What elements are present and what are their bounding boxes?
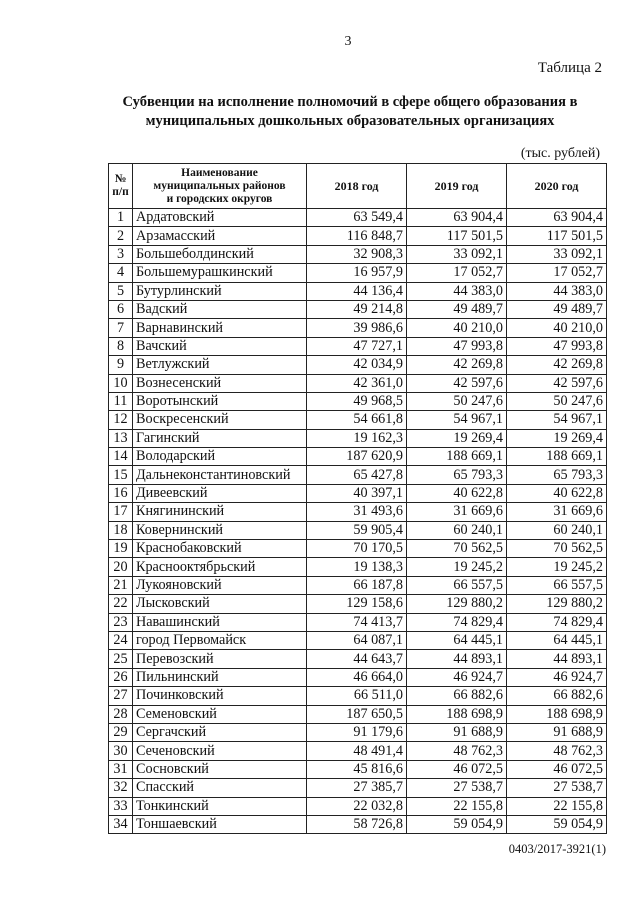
- value-2018-cell: 48 491,4: [307, 742, 407, 760]
- header-name-line-1: Наименование: [181, 166, 258, 179]
- header-2018: 2018 год: [307, 164, 407, 209]
- district-name-cell: Краснобаковский: [133, 540, 307, 558]
- row-number-cell: 4: [109, 264, 133, 282]
- row-number-cell: 5: [109, 282, 133, 300]
- row-number-cell: 14: [109, 448, 133, 466]
- value-2019-cell: 60 240,1: [407, 521, 507, 539]
- district-name-cell: Навашинский: [133, 613, 307, 631]
- value-2020-cell: 188 669,1: [507, 448, 607, 466]
- table-row: [109, 484, 607, 502]
- value-2018-cell: 27 385,7: [307, 779, 407, 797]
- value-2019-cell: 50 247,6: [407, 392, 507, 410]
- district-name-cell: Арзамасский: [133, 227, 307, 245]
- value-2020-cell: 22 155,8: [507, 797, 607, 815]
- value-2018-cell: 63 549,4: [307, 209, 407, 227]
- value-2018-cell: 129 158,6: [307, 595, 407, 613]
- value-2020-cell: 46 072,5: [507, 760, 607, 778]
- value-2019-cell: 40 210,0: [407, 319, 507, 337]
- value-2019-cell: 33 092,1: [407, 245, 507, 263]
- value-2018-cell: 42 361,0: [307, 374, 407, 392]
- title-line-2: муниципальных дошкольных образовательных организациях: [145, 113, 555, 129]
- value-2019-cell: 49 489,7: [407, 300, 507, 318]
- row-number-cell: 19: [109, 540, 133, 558]
- value-2020-cell: 188 698,9: [507, 705, 607, 723]
- value-2020-cell: 46 924,7: [507, 668, 607, 686]
- row-number-cell: 20: [109, 558, 133, 576]
- table-header-row: [109, 164, 607, 209]
- value-2019-cell: 63 904,4: [407, 209, 507, 227]
- district-name-cell: Бутурлинский: [133, 282, 307, 300]
- value-2019-cell: 40 622,8: [407, 484, 507, 502]
- table-row: [109, 760, 607, 778]
- district-name-cell: Володарский: [133, 448, 307, 466]
- title-line-1: Субвенции на исполнение полномочий в сфере общего образования в: [122, 94, 578, 110]
- district-name-cell: Сосновский: [133, 760, 307, 778]
- district-name-cell: Ардатовский: [133, 209, 307, 227]
- value-2020-cell: 66 882,6: [507, 687, 607, 705]
- value-2019-cell: 42 597,6: [407, 374, 507, 392]
- table-row: [109, 576, 607, 594]
- row-number-cell: 7: [109, 319, 133, 337]
- value-2019-cell: 117 501,5: [407, 227, 507, 245]
- value-2020-cell: 63 904,4: [507, 209, 607, 227]
- value-2018-cell: 187 620,9: [307, 448, 407, 466]
- value-2018-cell: 16 957,9: [307, 264, 407, 282]
- value-2018-cell: 19 138,3: [307, 558, 407, 576]
- page-number: 3: [344, 34, 352, 49]
- table-row: [109, 209, 607, 227]
- table-row: [109, 245, 607, 263]
- row-number-cell: 26: [109, 668, 133, 686]
- district-name-cell: Спасский: [133, 779, 307, 797]
- value-2019-cell: 54 967,1: [407, 411, 507, 429]
- district-name-cell: город Первомайск: [133, 631, 307, 649]
- value-2020-cell: 40 210,0: [507, 319, 607, 337]
- district-name-cell: Лукояновский: [133, 576, 307, 594]
- row-number-cell: 3: [109, 245, 133, 263]
- table-row: [109, 631, 607, 649]
- district-name-cell: Краснооктябрьский: [133, 558, 307, 576]
- value-2019-cell: 64 445,1: [407, 631, 507, 649]
- district-name-cell: Княгининский: [133, 503, 307, 521]
- value-2018-cell: 49 968,5: [307, 392, 407, 410]
- table-row: [109, 521, 607, 539]
- value-2020-cell: 66 557,5: [507, 576, 607, 594]
- value-2020-cell: 64 445,1: [507, 631, 607, 649]
- row-number-cell: 13: [109, 429, 133, 447]
- value-2020-cell: 60 240,1: [507, 521, 607, 539]
- document-title: [80, 93, 620, 131]
- subventions-table: [108, 163, 607, 834]
- table-row: [109, 392, 607, 410]
- value-2020-cell: 91 688,9: [507, 723, 607, 741]
- table-row: [109, 448, 607, 466]
- value-2020-cell: 50 247,6: [507, 392, 607, 410]
- district-name-cell: Перевозский: [133, 650, 307, 668]
- district-name-cell: Сеченовский: [133, 742, 307, 760]
- value-2018-cell: 64 087,1: [307, 631, 407, 649]
- value-2018-cell: 44 136,4: [307, 282, 407, 300]
- table-row: [109, 466, 607, 484]
- value-2020-cell: 65 793,3: [507, 466, 607, 484]
- table-row: [109, 797, 607, 815]
- value-2019-cell: 66 882,6: [407, 687, 507, 705]
- value-2018-cell: 22 032,8: [307, 797, 407, 815]
- value-2018-cell: 49 214,8: [307, 300, 407, 318]
- value-2018-cell: 32 908,3: [307, 245, 407, 263]
- district-name-cell: Воскресенский: [133, 411, 307, 429]
- value-2019-cell: 46 072,5: [407, 760, 507, 778]
- table-row: [109, 540, 607, 558]
- value-2020-cell: 70 562,5: [507, 540, 607, 558]
- district-name-cell: Лысковский: [133, 595, 307, 613]
- header-2019: 2019 год: [407, 164, 507, 209]
- table-row: [109, 815, 607, 833]
- value-2018-cell: 91 179,6: [307, 723, 407, 741]
- row-number-cell: 16: [109, 484, 133, 502]
- value-2018-cell: 54 661,8: [307, 411, 407, 429]
- value-2020-cell: 47 993,8: [507, 337, 607, 355]
- value-2019-cell: 59 054,9: [407, 815, 507, 833]
- row-number-cell: 17: [109, 503, 133, 521]
- table-body: [109, 209, 607, 834]
- value-2020-cell: 33 092,1: [507, 245, 607, 263]
- document-code: 0403/2017-3921(1): [508, 842, 606, 856]
- value-2020-cell: 129 880,2: [507, 595, 607, 613]
- row-number-cell: 2: [109, 227, 133, 245]
- table-row: [109, 356, 607, 374]
- table-row: [109, 227, 607, 245]
- district-name-cell: Пильнинский: [133, 668, 307, 686]
- row-number-cell: 23: [109, 613, 133, 631]
- value-2020-cell: 44 383,0: [507, 282, 607, 300]
- row-number-cell: 30: [109, 742, 133, 760]
- row-number-cell: 24: [109, 631, 133, 649]
- value-2020-cell: 74 829,4: [507, 613, 607, 631]
- value-2018-cell: 40 397,1: [307, 484, 407, 502]
- value-2019-cell: 70 562,5: [407, 540, 507, 558]
- value-2020-cell: 42 269,8: [507, 356, 607, 374]
- table-row: [109, 595, 607, 613]
- table-row: [109, 264, 607, 282]
- row-number-cell: 28: [109, 705, 133, 723]
- table-row: [109, 337, 607, 355]
- value-2018-cell: 31 493,6: [307, 503, 407, 521]
- table-row: [109, 723, 607, 741]
- value-2019-cell: 19 245,2: [407, 558, 507, 576]
- value-2018-cell: 66 187,8: [307, 576, 407, 594]
- value-2018-cell: 58 726,8: [307, 815, 407, 833]
- header-number-line-1: №: [114, 173, 127, 185]
- value-2018-cell: 46 664,0: [307, 668, 407, 686]
- value-2018-cell: 47 727,1: [307, 337, 407, 355]
- table-row: [109, 558, 607, 576]
- value-2019-cell: 91 688,9: [407, 723, 507, 741]
- value-2018-cell: 44 643,7: [307, 650, 407, 668]
- row-number-cell: 12: [109, 411, 133, 429]
- table-row: [109, 503, 607, 521]
- value-2020-cell: 19 245,2: [507, 558, 607, 576]
- value-2019-cell: 188 698,9: [407, 705, 507, 723]
- value-2018-cell: 70 170,5: [307, 540, 407, 558]
- row-number-cell: 33: [109, 797, 133, 815]
- header-name-line-3: и городских округов: [166, 192, 273, 205]
- value-2019-cell: 74 829,4: [407, 613, 507, 631]
- district-name-cell: Вознесенский: [133, 374, 307, 392]
- district-name-cell: Ковернинский: [133, 521, 307, 539]
- value-2020-cell: 31 669,6: [507, 503, 607, 521]
- row-number-cell: 22: [109, 595, 133, 613]
- table-row: [109, 300, 607, 318]
- row-number-cell: 1: [109, 209, 133, 227]
- district-name-cell: Починковский: [133, 687, 307, 705]
- value-2020-cell: 19 269,4: [507, 429, 607, 447]
- row-number-cell: 9: [109, 356, 133, 374]
- district-name-cell: Тоншаевский: [133, 815, 307, 833]
- row-number-cell: 29: [109, 723, 133, 741]
- value-2018-cell: 45 816,6: [307, 760, 407, 778]
- value-2020-cell: 49 489,7: [507, 300, 607, 318]
- value-2020-cell: 44 893,1: [507, 650, 607, 668]
- district-name-cell: Ветлужский: [133, 356, 307, 374]
- value-2020-cell: 17 052,7: [507, 264, 607, 282]
- table-label: Таблица 2: [537, 60, 602, 76]
- value-2019-cell: 42 269,8: [407, 356, 507, 374]
- header-name: [133, 164, 307, 209]
- row-number-cell: 27: [109, 687, 133, 705]
- value-2019-cell: 129 880,2: [407, 595, 507, 613]
- table-row: [109, 742, 607, 760]
- header-number-line-2: п/п: [112, 186, 129, 198]
- table-row: [109, 705, 607, 723]
- value-2020-cell: 48 762,3: [507, 742, 607, 760]
- table-row: [109, 429, 607, 447]
- row-number-cell: 18: [109, 521, 133, 539]
- row-number-cell: 10: [109, 374, 133, 392]
- table-row: [109, 319, 607, 337]
- district-name-cell: Воротынский: [133, 392, 307, 410]
- value-2020-cell: 42 597,6: [507, 374, 607, 392]
- value-2019-cell: 65 793,3: [407, 466, 507, 484]
- table-row: [109, 668, 607, 686]
- row-number-cell: 31: [109, 760, 133, 778]
- value-2020-cell: 27 538,7: [507, 779, 607, 797]
- header-number: [109, 164, 133, 209]
- row-number-cell: 15: [109, 466, 133, 484]
- value-2020-cell: 54 967,1: [507, 411, 607, 429]
- value-2018-cell: 74 413,7: [307, 613, 407, 631]
- district-name-cell: Большеболдинский: [133, 245, 307, 263]
- value-2018-cell: 65 427,8: [307, 466, 407, 484]
- value-2018-cell: 116 848,7: [307, 227, 407, 245]
- value-2019-cell: 46 924,7: [407, 668, 507, 686]
- row-number-cell: 8: [109, 337, 133, 355]
- value-2019-cell: 44 893,1: [407, 650, 507, 668]
- value-2019-cell: 17 052,7: [407, 264, 507, 282]
- table-row: [109, 650, 607, 668]
- value-2019-cell: 44 383,0: [407, 282, 507, 300]
- value-2019-cell: 47 993,8: [407, 337, 507, 355]
- row-number-cell: 32: [109, 779, 133, 797]
- district-name-cell: Сергачский: [133, 723, 307, 741]
- value-2018-cell: 59 905,4: [307, 521, 407, 539]
- table-row: [109, 411, 607, 429]
- row-number-cell: 25: [109, 650, 133, 668]
- value-2019-cell: 188 669,1: [407, 448, 507, 466]
- district-name-cell: Семеновский: [133, 705, 307, 723]
- district-name-cell: Варнавинский: [133, 319, 307, 337]
- value-2019-cell: 31 669,6: [407, 503, 507, 521]
- value-2018-cell: 19 162,3: [307, 429, 407, 447]
- district-name-cell: Большемурашкинский: [133, 264, 307, 282]
- table-row: [109, 374, 607, 392]
- district-name-cell: Дивеевский: [133, 484, 307, 502]
- table-row: [109, 282, 607, 300]
- value-2019-cell: 22 155,8: [407, 797, 507, 815]
- header-2020: 2020 год: [507, 164, 607, 209]
- table-row: [109, 779, 607, 797]
- district-name-cell: Дальнеконстантиновский: [133, 466, 307, 484]
- value-2019-cell: 66 557,5: [407, 576, 507, 594]
- row-number-cell: 21: [109, 576, 133, 594]
- district-name-cell: Вачский: [133, 337, 307, 355]
- district-name-cell: Тонкинский: [133, 797, 307, 815]
- value-2019-cell: 27 538,7: [407, 779, 507, 797]
- table-row: [109, 687, 607, 705]
- units-note: (тыс. рублей): [520, 146, 600, 161]
- district-name-cell: Вадский: [133, 300, 307, 318]
- value-2019-cell: 48 762,3: [407, 742, 507, 760]
- value-2020-cell: 40 622,8: [507, 484, 607, 502]
- value-2020-cell: 59 054,9: [507, 815, 607, 833]
- value-2018-cell: 39 986,6: [307, 319, 407, 337]
- row-number-cell: 34: [109, 815, 133, 833]
- table-row: [109, 613, 607, 631]
- value-2020-cell: 117 501,5: [507, 227, 607, 245]
- value-2018-cell: 66 511,0: [307, 687, 407, 705]
- row-number-cell: 11: [109, 392, 133, 410]
- header-name-line-2: муниципальных районов: [153, 179, 286, 192]
- value-2019-cell: 19 269,4: [407, 429, 507, 447]
- value-2018-cell: 42 034,9: [307, 356, 407, 374]
- value-2018-cell: 187 650,5: [307, 705, 407, 723]
- row-number-cell: 6: [109, 300, 133, 318]
- district-name-cell: Гагинский: [133, 429, 307, 447]
